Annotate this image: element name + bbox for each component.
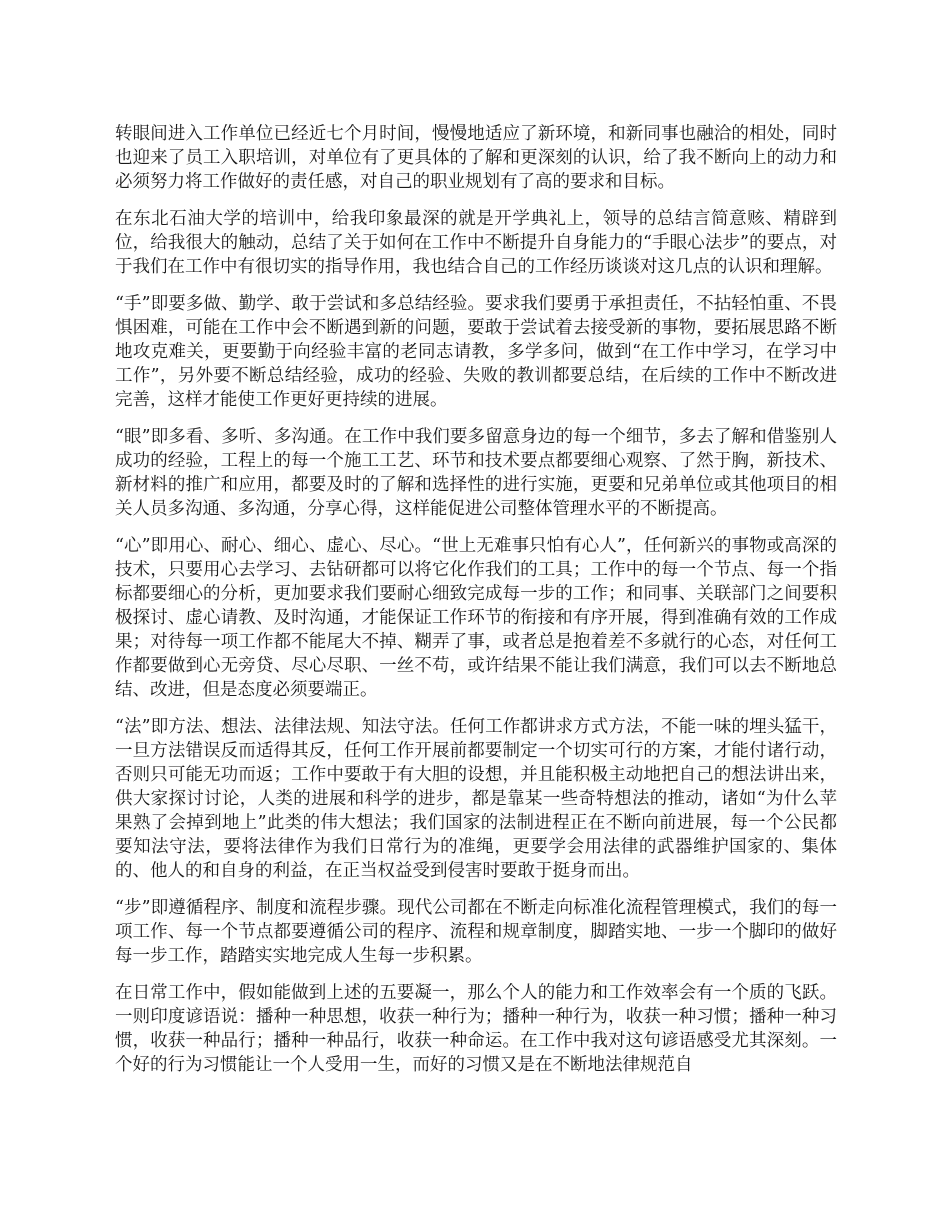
paragraph-hand: “手”即要多做、勤学、敢于尝试和多总结经验。要求我们要勇于承担责任，不拈轻怕重、不畏惧困难，可能在工作中会不断遇到新的问题，要敢于尝试着去接受新的事物，要拓展思路不断地攻克难关，更要勤于向经验丰富的老同志请教，多学多问，做到“在工作中学习，在学习中工作”，另外要不断总结经验，成功的经验、失败的教训都要总结，在后续的工作中不断改进完善，这样才能使工作更好更持续的进展。 [115, 294, 837, 410]
paragraph-heart: “心”即用心、耐心、细心、虚心、尽心。“世上无难事只怕有心人”，任何新兴的事物或高深的技术，只要用心去学习、去钻研都可以将它化作我们的工具；工作中的每一个节点、每一个指标都要细心的分析，更加要求我们要耐心细致完成每一步的工作；和同事、关联部门之间要积极探讨、虚心请教、及时沟通，才能保证工作环节的衔接和有序开展，得到准确有效的工作成果；对待每一项工作都不能尾大不掉、糊弄了事，或者总是抱着差不多就行的心态，对任何工作都要做到心无旁贷、尽心尽职、一丝不苟，或许结果不能让我们满意，我们可以去不断地总结、改进，但是态度必须要端正。 [115, 536, 837, 700]
paragraph-method: “法”即方法、想法、法律法规、知法守法。任何工作都讲求方式方法，不能一味的埋头猛干，一旦方法错误反而适得其反，任何工作开展前都要制定一个切实可行的方案，才能付诸行动，否则只可能无功而返；工作中要敢于有大胆的设想，并且能积极主动地把自己的想法讲出来，供大家探讨讨论，人类的进展和科学的进步，都是靠某一些奇特想法的推动，诸如“为什么苹果熟了会掉到地上”此类的伟大想法；我们国家的法制进程正在不断向前进展，每一个公民都要知法守法，要将法律作为我们日常行为的准绳，更要学会用法律的武器维护国家的、集体的、他人的和自身的利益，在正当权益受到侵害时要敢于挺身而出。 [115, 717, 837, 881]
paragraph-intro: 转眼间进入工作单位已经近七个月时间，慢慢地适应了新环境，和新同事也融洽的相处，同时也迎来了员工入职培训，对单位有了更具体的了解和更深刻的认识，给了我不断向上的动力和必须努力将工作做好的责任感，对自己的职业规划有了高的要求和目标。 [115, 124, 837, 192]
paragraph-conclusion: 在日常工作中，假如能做到上述的五要凝一，那么个人的能力和工作效率会有一个质的飞跃。一则印度谚语说：播种一种思想，收获一种行为；播种一种行为，收获一种习惯；播种一种习惯，收获一种品行；播种一种品行，收获一种命运。在工作中我对这句谚语感受尤其深刻。一个好的行为习惯能让一个人受用一生，而好的习惯又是在不断地法律规范自 [115, 983, 837, 1075]
paragraph-step: “步”即遵循程序、制度和流程步骤。现代公司都在不断走向标准化流程管理模式，我们的每一项工作、每一个节点都要遵循公司的程序、流程和规章制度，脚踏实地、一步一个脚印的做好每一步工作，踏踏实实地完成人生每一步积累。 [115, 898, 837, 966]
document-body [115, 122, 837, 1090]
paragraph-eye: “眼”即多看、多听、多沟通。在工作中我们要多留意身边的每一个细节，多去了解和借鉴别人成功的经验，工程上的每一个施工工艺、环节和技术要点都要细心观察、了然于胸，新技术、新材料的推广和应用，都要及时的了解和选择性的进行实施，更要和兄弟单位或其他项目的相关人员多沟通、多沟通，分享心得，这样能促进公司整体管理水平的不断提高。 [115, 427, 837, 519]
paragraph-training: 在东北石油大学的培训中，给我印象最深的就是开学典礼上，领导的总结言简意赅、精辟到位，给我很大的触动，总结了关于如何在工作中不断提升自身能力的“手眼心法步”的要点，对于我们在工作中有很切实的指导作用，我也结合自己的工作经历谈谈对这几点的认识和理解。 [115, 209, 837, 277]
